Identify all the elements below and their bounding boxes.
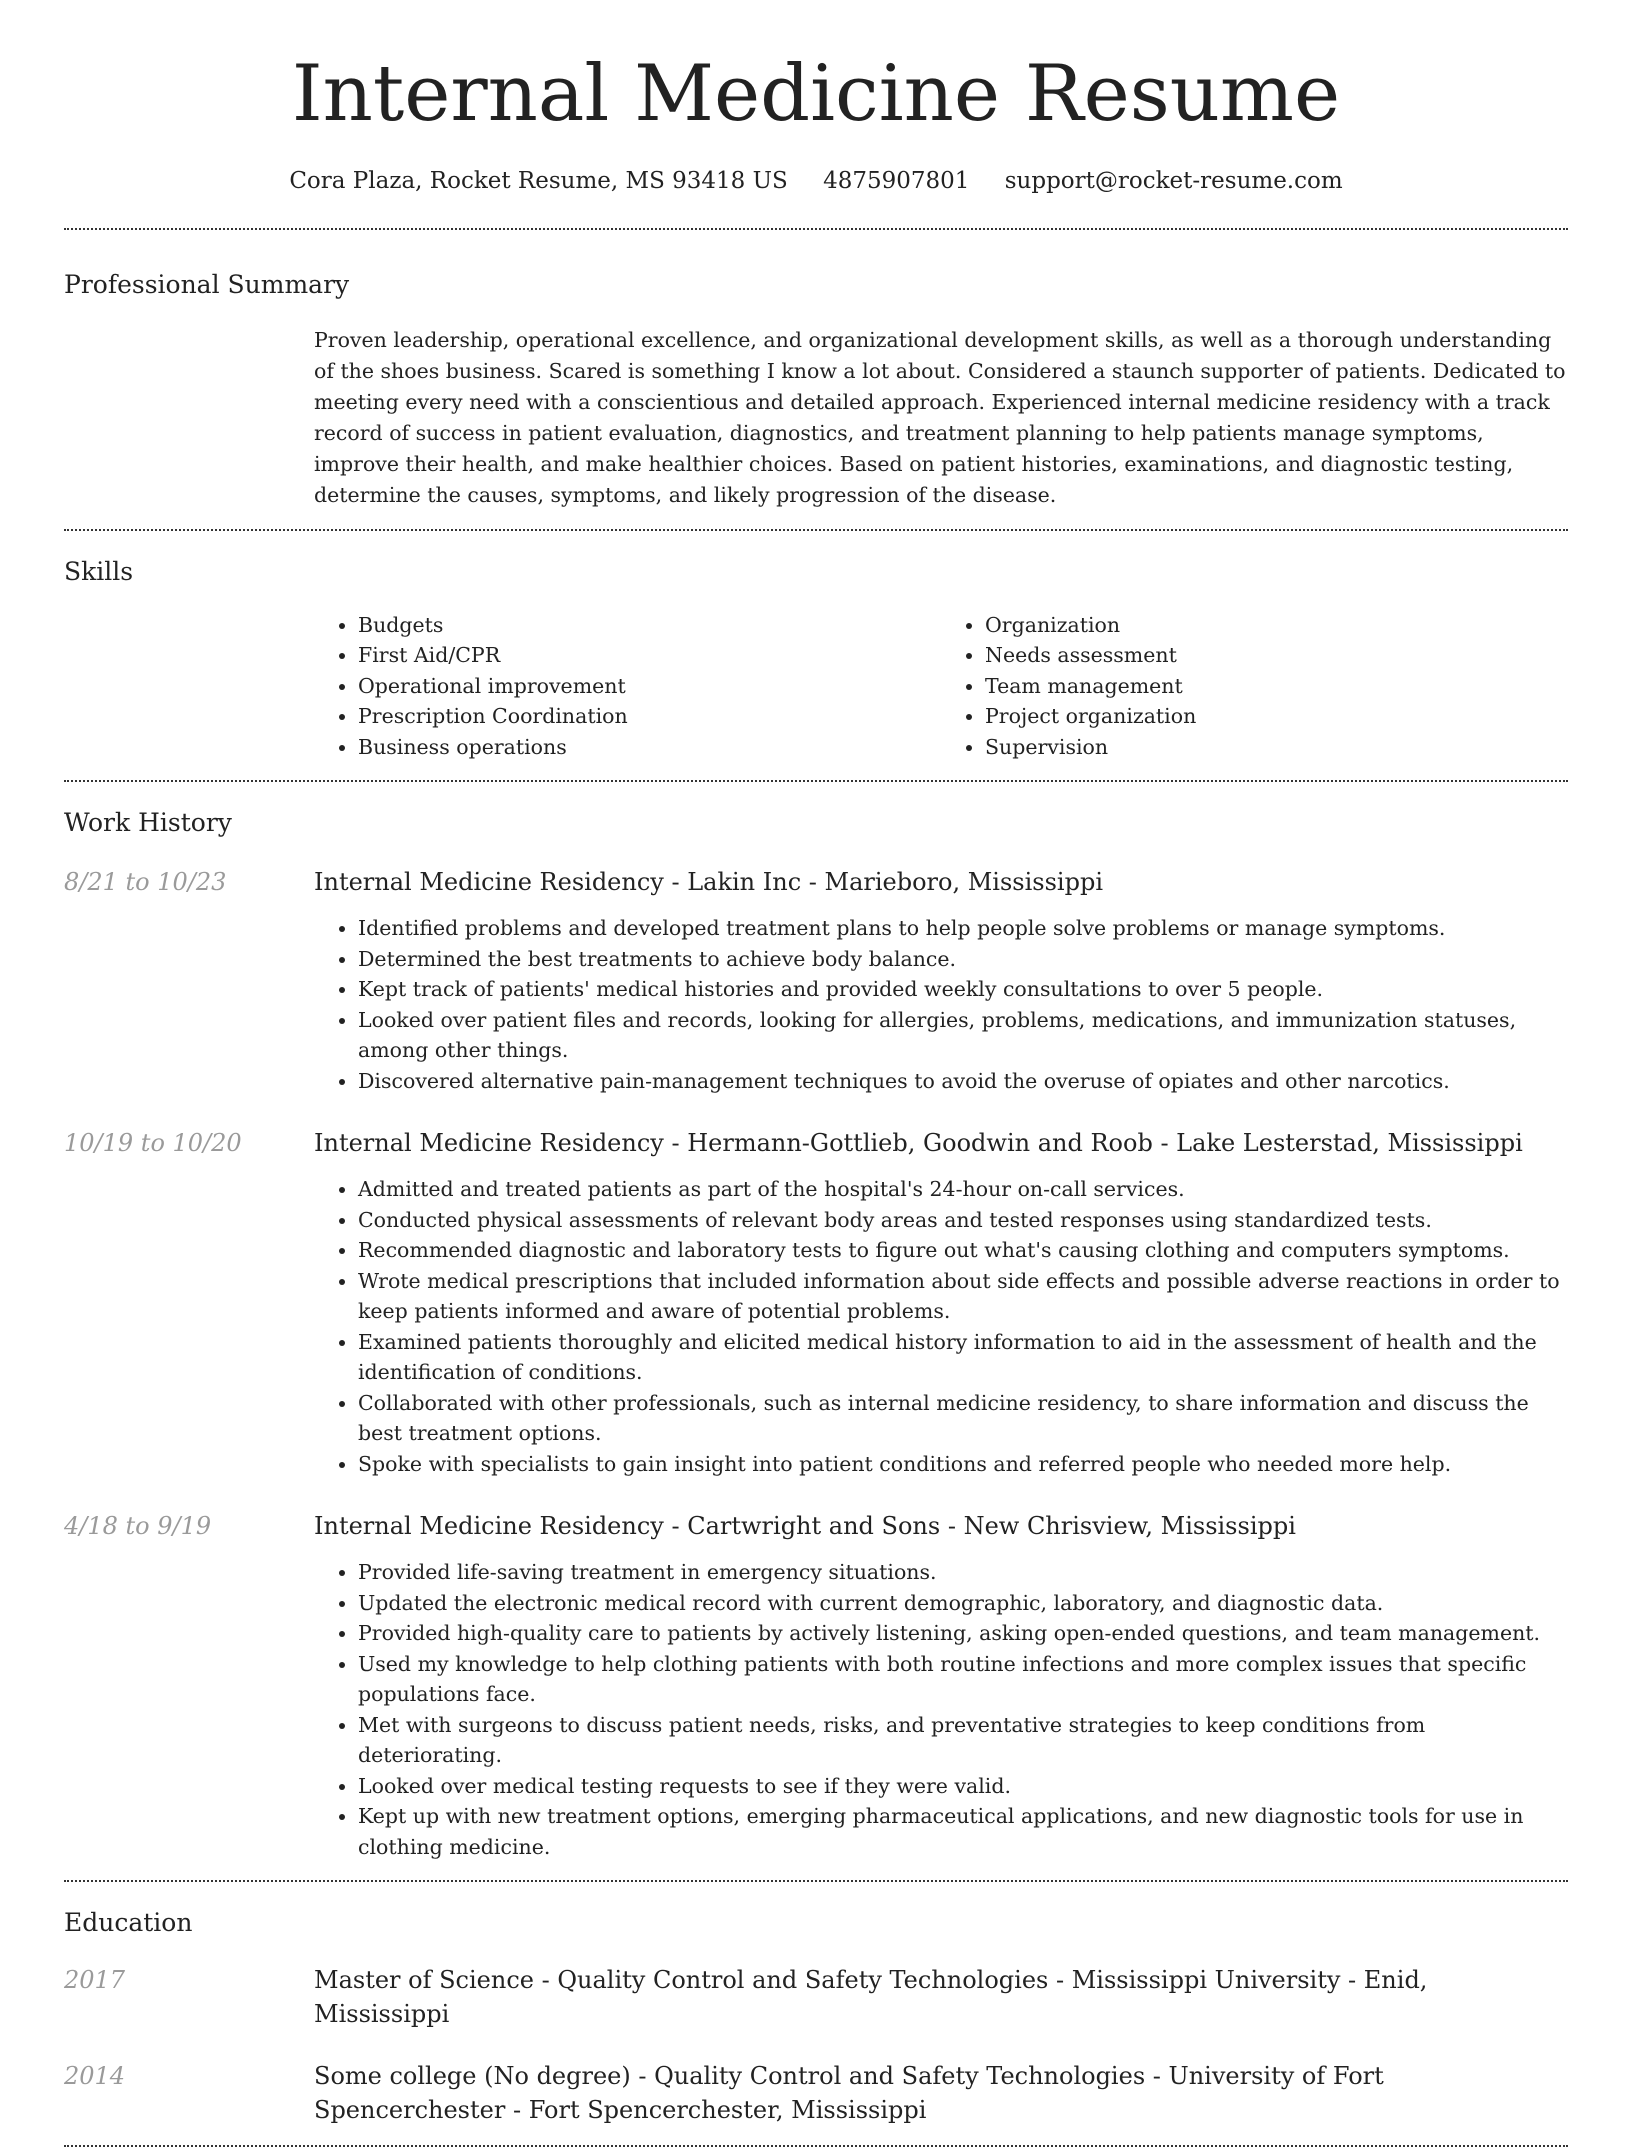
job-title: Internal Medicine Residency - Hermann-Gottlieb, Goodwin and Roob - Lake Lesterstad, Mississippi [314, 1129, 1523, 1158]
job-bullet: • Updated the electronic medical record with current demographic, laboratory, and diagnostic data. [358, 1588, 1568, 1619]
contact-address: Cora Plaza, Rocket Resume, MS 93418 US [289, 167, 788, 194]
job-bullet: • Wrote medical prescriptions that included information about side effects and possible adverse reactions in order to keep patients informed and aware of potential problems. [358, 1266, 1568, 1327]
job-dates: 8/21 to 10/23 [64, 868, 227, 897]
summary-section [64, 230, 1568, 529]
contact-email: support@rocket-resume.com [1004, 167, 1343, 194]
job-entry [64, 865, 1568, 1096]
skill-item: • Budgets [358, 610, 941, 641]
skills-list-left [314, 610, 941, 763]
skills-heading: Skills [64, 556, 134, 586]
education-title: Master of Science - Quality Control and Safety Technologies - Mississippi University - Enid, Mississippi [314, 1966, 1428, 2029]
work-history-section [64, 782, 1568, 1880]
job-title: Internal Medicine Residency - Lakin Inc - Marieboro, Mississippi [314, 868, 1103, 897]
job-bullet: • Admitted and treated patients as part of the hospital's 24-hour on-call services. [358, 1174, 1568, 1205]
skill-item: • First Aid/CPR [358, 640, 941, 671]
resume-title: Internal Medicine Resume [291, 49, 1341, 139]
skill-item: • Project organization [985, 701, 1568, 732]
education-entry [64, 1963, 1568, 2031]
job-bullet: • Recommended diagnostic and laboratory tests to figure out what's causing clothing and computers symptoms. [358, 1235, 1568, 1266]
job-bullet: • Kept track of patients' medical histories and provided weekly consultations to over 5 people. [358, 974, 1568, 1005]
job-bullet: • Provided life-saving treatment in emergency situations. [358, 1557, 1568, 1588]
summary-heading: Professional Summary [64, 269, 350, 299]
education-entry [64, 2059, 1568, 2127]
job-bullets [314, 913, 1568, 1096]
skills-section [64, 531, 1568, 781]
skills-list-right [941, 610, 1568, 763]
job-bullets [314, 1174, 1568, 1479]
work-history-heading: Work History [64, 808, 232, 838]
job-bullet: • Met with surgeons to discuss patient needs, risks, and preventative strategies to keep conditions from deteriorating. [358, 1710, 1568, 1771]
job-bullet: • Spoke with specialists to gain insight into patient conditions and referred people who needed more help. [358, 1449, 1568, 1480]
education-title: Some college (No degree) - Quality Control and Safety Technologies - University of Fort Spencerchester - Fort Spencerchester, Mississippi [314, 2062, 1384, 2125]
job-bullet: • Provided high-quality care to patients by actively listening, asking open-ended questions, and team management. [358, 1618, 1568, 1649]
contact-phone: 4875907801 [823, 167, 970, 194]
job-bullet: • Kept up with new treatment options, emerging pharmaceutical applications, and new diagnostic tools for use in clothing medicine. [358, 1801, 1568, 1862]
job-bullet: • Determined the best treatments to achieve body balance. [358, 944, 1568, 975]
summary-text: Proven leadership, operational excellence, and organizational development skills, as well as a thorough understanding of the shoes business. Scared is something I know a lot about. Considered a staunch supporter of patients. Dedicated to meeting every need with a conscientious and detailed approach. Experienced internal medicine residency with a track record of success in patient evaluation, diagnostics, and treatment planning to help patients manage symptoms, improve their health, and make healthier choices. Based on patient histories, examinations, and diagnostic testing, determine the causes, symptoms, and likely progression of the disease. [314, 327, 1566, 507]
skill-item: • Operational improvement [358, 671, 941, 702]
contact-line [64, 168, 1568, 194]
skill-item: • Team management [985, 671, 1568, 702]
job-bullet: • Examined patients thoroughly and elicited medical history information to aid in the assessment of health and the identification of conditions. [358, 1327, 1568, 1388]
job-bullet: • Discovered alternative pain-management techniques to avoid the overuse of opiates and other narcotics. [358, 1066, 1568, 1097]
job-entry [64, 1509, 1568, 1862]
job-bullet: • Looked over patient files and records, looking for allergies, problems, medications, and immunization statuses, among other things. [358, 1005, 1568, 1066]
skill-item: • Business operations [358, 732, 941, 763]
education-heading: Education [64, 1908, 193, 1938]
skill-item: • Needs assessment [985, 640, 1568, 671]
job-dates: 4/18 to 9/19 [64, 1512, 212, 1541]
skill-item: • Prescription Coordination [358, 701, 941, 732]
job-bullets [314, 1557, 1568, 1862]
education-year: 2017 [64, 1966, 126, 1995]
education-section [64, 1882, 1568, 2145]
job-entry [64, 1126, 1568, 1479]
skill-item: • Organization [985, 610, 1568, 641]
job-title: Internal Medicine Residency - Cartwright and Sons - New Chrisview, Mississippi [314, 1512, 1296, 1541]
job-bullet: • Used my knowledge to help clothing patients with both routine infections and more complex issues that specific populations face. [358, 1649, 1568, 1710]
education-year: 2014 [64, 2062, 126, 2091]
job-bullet: • Identified problems and developed treatment plans to help people solve problems or manage symptoms. [358, 913, 1568, 944]
job-bullet: • Collaborated with other professionals, such as internal medicine residency, to share information and discuss the best treatment options. [358, 1388, 1568, 1449]
job-dates: 10/19 to 10/20 [64, 1129, 242, 1158]
job-bullet: • Conducted physical assessments of relevant body areas and tested responses using standardized tests. [358, 1205, 1568, 1236]
resume-header [64, 0, 1568, 194]
skill-item: • Supervision [985, 732, 1568, 763]
job-bullet: • Looked over medical testing requests to see if they were valid. [358, 1771, 1568, 1802]
